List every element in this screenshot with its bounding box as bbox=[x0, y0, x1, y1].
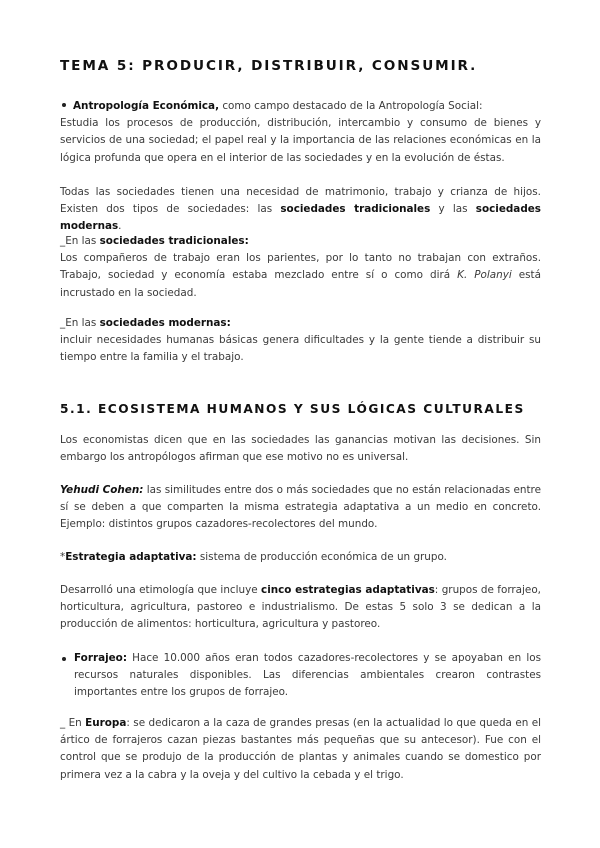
bullet-forrajeo bbox=[60, 650, 541, 702]
term-estrategia: Estrategia adaptativa: bbox=[65, 551, 197, 563]
term-europa: Europa bbox=[85, 717, 127, 729]
term-sociedades-modernas: sociedades modernas: bbox=[99, 317, 231, 329]
text: . bbox=[118, 220, 122, 233]
paragraph-cohen bbox=[60, 482, 541, 534]
prefix: _En las bbox=[60, 235, 100, 247]
author-polanyi: K. Polanyi bbox=[457, 269, 512, 282]
text: y las bbox=[430, 203, 476, 216]
term-antropologia: Antropología Económica, bbox=[73, 100, 220, 112]
author-cohen: Yehudi Cohen: bbox=[60, 484, 144, 496]
paragraph-estrategia bbox=[60, 549, 541, 566]
term-forrajeo: Forrajeo: bbox=[74, 652, 127, 664]
paragraph-economistas: Los economistas dicen que en las sociedades las ganancias motivan las decisiones. Sin embargo los antropólogos afirman que ese motivo no es universal. bbox=[60, 434, 541, 464]
subheading bbox=[60, 315, 541, 332]
paragraph-modernas bbox=[60, 315, 541, 367]
term-cinco-estrategias: cinco estrategias adaptativas bbox=[261, 584, 435, 596]
paragraph-antropologia bbox=[60, 98, 541, 167]
term-tradicionales: sociedades tradicionales bbox=[280, 203, 431, 216]
prefix: _En las bbox=[60, 317, 100, 329]
paragraph-sociedades bbox=[60, 184, 541, 236]
bullet-icon bbox=[62, 657, 66, 661]
paragraph-etimologia bbox=[60, 582, 541, 634]
text: Hace 10.000 años eran todos cazadores-recolectores y se apoyaban en los recursos naturales disponibles. Las diferencias ambientales crearon contrastes importantes entre los grupos de forrajeo. bbox=[74, 652, 541, 699]
prefix: * bbox=[60, 551, 66, 563]
term-modernas: sociedades modernas bbox=[60, 203, 541, 233]
text: : se dedicaron a la caza de grandes presas (en la actualidad lo que queda en el ártico de forrajeros cazan piezas bastantes más pequeñas que su antecesor). Fue con el control que se produjo de la producción de plantas y animales cuando se domestico por primera vez a la cabra y la oveja y del cultivo la cebada y el trigo. bbox=[60, 717, 541, 781]
text: las similitudes entre dos o más sociedades que no están relacionadas entre sí se deben a que comparten la misma estrategia adaptativa a un medio en concreto. Ejemplo: distintos grupos cazadores-recolectores del mundo. bbox=[60, 484, 541, 531]
bullet-line bbox=[60, 98, 541, 115]
bullet-text bbox=[74, 650, 541, 702]
body-text: Estudia los procesos de producción, distribución, intercambio y consumo de bienes y servicios de una sociedad; el papel real y la importancia de las relaciones económicas en la lógica profunda que opera en el interior de las sociedades y en la evolución de éstas. bbox=[60, 117, 541, 164]
subheading bbox=[60, 233, 541, 250]
section-heading: 5.1. ECOSISTEMA HUMANOS Y SUS LÓGICAS CULTURALES bbox=[60, 402, 525, 416]
body-text: incluir necesidades humanas básicas genera dificultades y la gente tiende a distribuir su tiempo entre la familia y el trabajo. bbox=[60, 334, 541, 364]
text: sistema de producción económica de un grupo. bbox=[196, 551, 447, 563]
lead-text: como campo destacado de la Antropología Social: bbox=[219, 100, 483, 112]
text: Los compañeros de trabajo eran los parientes, por lo tanto no trabajan con extraños. Trabajo, sociedad y economía estaba mezclado entre sí o como dirá bbox=[60, 252, 541, 282]
body-text bbox=[60, 250, 541, 302]
text: Desarrolló una etimología que incluye bbox=[60, 584, 262, 596]
text: Todas las sociedades tienen una necesidad de matrimonio, trabajo y crianza de hijos. Existen dos tipos de sociedades: las bbox=[60, 186, 541, 216]
bullet-icon bbox=[62, 103, 66, 107]
text: está incrustado en la sociedad. bbox=[60, 269, 541, 299]
page-title: TEMA 5: PRODUCIR, DISTRIBUIR, CONSUMIR. bbox=[60, 58, 478, 74]
term-sociedades-tradicionales: sociedades tradicionales: bbox=[99, 235, 249, 247]
paragraph-europa bbox=[60, 715, 541, 784]
prefix: _ En bbox=[60, 717, 86, 729]
text: : grupos de forrajeo, horticultura, agricultura, pastoreo e industrialismo. De estas 5 solo 3 se dedican a la producción de alimentos: horticultura, agricultura y pastoreo. bbox=[60, 584, 541, 631]
paragraph-tradicionales bbox=[60, 233, 541, 302]
